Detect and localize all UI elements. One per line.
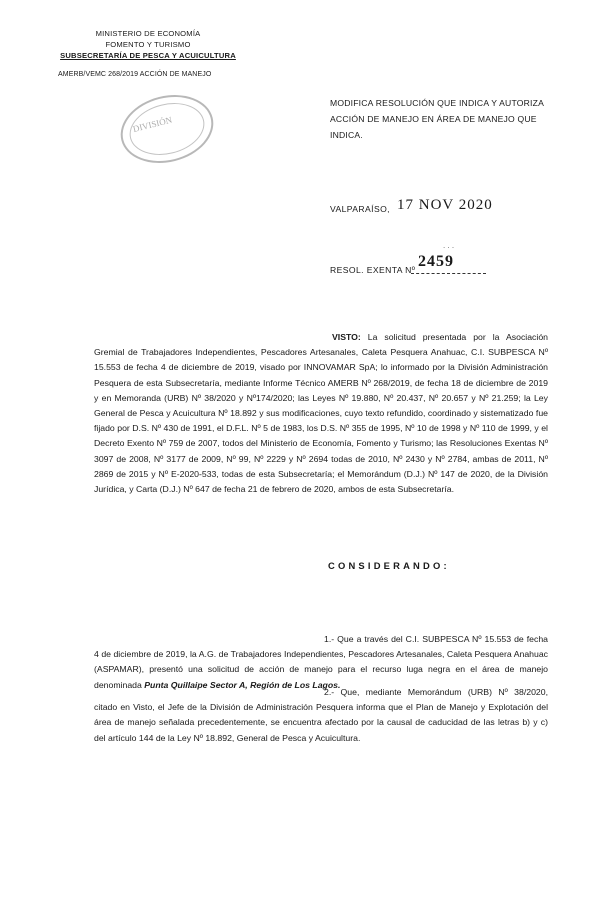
considerando-paragraph-2 xyxy=(94,685,548,746)
visto-text: La solicitud presentada por la Asociación Gremial de Trabajadores Independientes, Pescadores Artesanales, Caleta Pesquera Anahuac, C.I. SUBPESCA Nº 15.553 de fecha 4 de diciembre de 2019, visado por INNOVAMAR SpA; lo informado por la División Administración Pesquera de esta Subsecretaría, mediante Informe Técnico AMERB Nº 268/2019, de fecha 18 de diciembre de 2019 y en Memoranda (URB) Nº 38/2020 y Nº174/2020; las Leyes Nº 19.880, Nº 20.437, Nº 20.657 y Nº 21.259; la Ley General de Pesca y Acuicultura Nº 18.892 y sus modificaciones, cuyo texto refundido, coordinado y sistematizado fue fijado por D.S. Nº 430 de 1991, el D.F.L. Nº 5 de 1983, los D.S. Nº 355 de 1995, Nº 10 de 1998 y Nº 110 de 1999, y el Decreto Exento Nº 759 de 2007, todos del Ministerio de Economía, Fomento y Turismo; las Resoluciones Exentas Nº 3097 de 2008, Nº 3177 de 2009, Nº 99, Nº 2229 y Nº 2694 todas de 2010, Nº 2430 y Nº 2784, ambas de 2011, Nº 2869 de 2015 y Nº E-2020-533, todas de esta Subsecretaría; el Memorándum (D.J.) Nº 147 de 2020, de la División Jurídica, y Carta (D.J.) Nº 647 de fecha 21 de febrero de 2020, ambos de esta Subsecretaría. xyxy=(94,332,548,495)
resolution-label: RESOL. EXENTA Nº xyxy=(330,265,416,275)
considerando-heading: CONSIDERANDO: xyxy=(328,560,450,571)
subsecretary-name: SUBSECRETARÍA DE PESCA Y ACUICULTURA xyxy=(60,51,236,60)
stamp-dots: . . . xyxy=(443,241,455,250)
date-stamp: 17 NOV 2020 xyxy=(397,197,493,213)
ministry-name: MINISTERIO DE ECONOMÍA xyxy=(95,29,201,38)
considerando-2-text: 2.- Que, mediante Memorándum (URB) Nº 38/2020, citado en Visto, el Jefe de la División de Administración Pesquera informa que el Plan de Manejo y Explotación del área de manejo señalada precedentemente, se encuentra afectado por la causal de caducidad de las letras b) y c) del artículo 144 de la Ley Nº 18.892, General de Pesca y Acuicultura. xyxy=(94,687,548,743)
place-label: VALPARAÍSO, xyxy=(330,204,390,214)
resolution-title: MODIFICA RESOLUCIÓN QUE INDICA Y AUTORIZA ACCIÓN DE MANEJO EN ÁREA DE MANEJO QUE INDICA. xyxy=(330,98,544,140)
document-reference: AMERB/VEMC 268/2019 ACCIÓN DE MANEJO xyxy=(58,71,212,78)
ministry-header xyxy=(48,28,248,78)
resolution-number-line xyxy=(411,273,486,274)
considerando-1-text: 1.- Que a través del C.I. SUBPESCA Nº 15.553 de fecha 4 de diciembre de 2019, la A.G. de Trabajadores Independientes, Pescadores Artesanales, Caleta Pesquera Anahuac (ASPAMAR), presentó una solicitud de acción de manejo para el recurso luga negra en el área de manejo denominada xyxy=(94,634,548,690)
visto-paragraph xyxy=(94,330,548,497)
ministry-subname: FOMENTO Y TURISMO xyxy=(105,40,191,49)
area-name: Punta Quillaipe Sector A, Región de Los Lagos. xyxy=(144,679,341,690)
visto-label: VISTO: xyxy=(332,332,361,342)
stamp-text: DIVISIÓN xyxy=(131,114,174,135)
official-stamp xyxy=(113,86,220,173)
considerando-paragraph-1 xyxy=(94,632,548,693)
resolution-number: 2459 xyxy=(418,253,454,270)
